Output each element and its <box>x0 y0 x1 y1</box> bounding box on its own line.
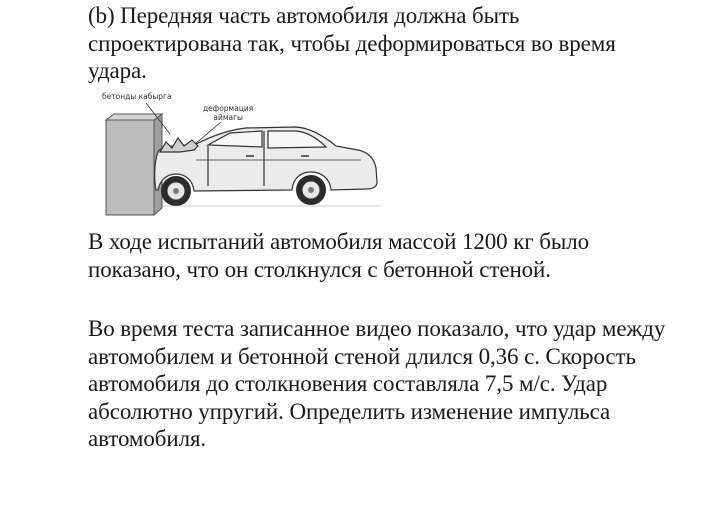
front-wheel <box>161 176 191 206</box>
deformation-label <box>203 104 253 122</box>
deformation-label-line2: аймагы <box>213 113 243 122</box>
deformation-label-line1: деформация <box>203 104 254 113</box>
wall-label: бетонды кабырга <box>102 92 172 101</box>
concrete-wall <box>106 120 154 215</box>
problem-intro: В ходе испытаний автомобиля массой 1200 кг было показано, что он столкнулся с бетонной стеной. <box>88 229 590 282</box>
problem-details: Во время теста записанное видео показало, что удар между автомобилем и бетонной стеной длился 0,36 с. Скорость автомобиля до столкновения составляла 7,5 м/с. Удар абсолютно упругий. Определить изменение импульса автомобиля. <box>88 316 666 451</box>
rear-wheel <box>296 175 326 205</box>
car <box>155 127 377 191</box>
crash-test-illustration <box>96 90 386 220</box>
part-b-statement: (b) Передняя часть автомобиля должна быть спроектирована так, чтобы деформироваться во время удара. <box>88 3 616 83</box>
